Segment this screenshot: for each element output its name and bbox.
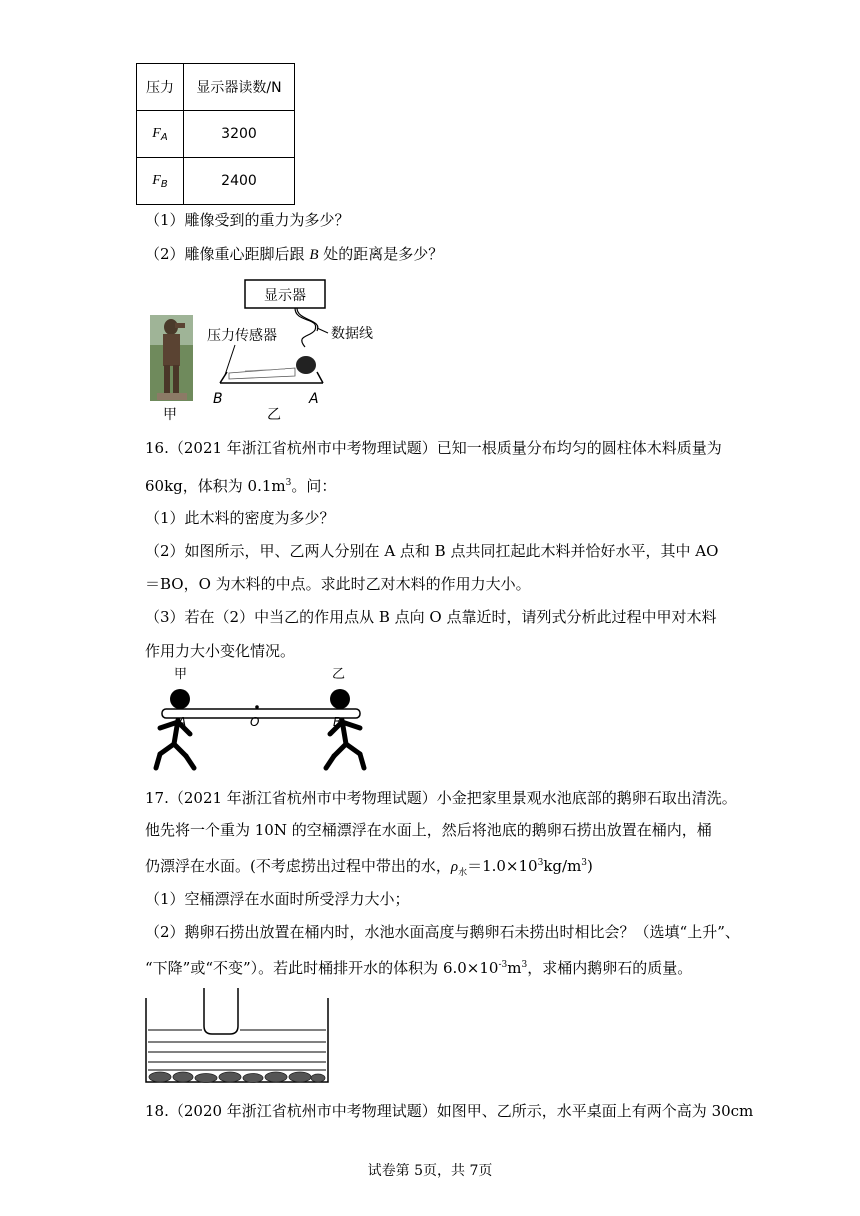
statue-sensor-figure [145, 275, 395, 425]
data-cable [295, 308, 316, 347]
table-row [137, 158, 295, 205]
q17-line3-unit: kg/m [543, 857, 582, 875]
q17-sub2b-end: ，求桶内鹅卵石的质量。 [527, 959, 693, 977]
q17-line2: 他先将一个重为 10N 的空桶漂浮在水面上，然后将池底的鹅卵石捞出放置在桶内，桶 [145, 821, 712, 839]
q16-sub3b: 作用力大小变化情况。 [145, 642, 296, 660]
statue-photo [150, 315, 193, 401]
table-cell-value: 2400 [184, 158, 295, 205]
sensor-pointer [225, 345, 235, 375]
pond-bucket-figure [140, 988, 340, 1088]
q17-line3-sup: 3 [537, 858, 544, 868]
person-jia-head [170, 689, 190, 709]
q15-sub1: （1）雕像受到的重力为多少？ [145, 211, 350, 229]
point-b: B [333, 715, 342, 729]
q16-sub2a: （2）如图所示，甲、乙两人分别在 A 点和 B 点共同扛起此木料并恰好水平，其中 AO [145, 542, 719, 560]
q16-line2-text: 60kg，体积为 0.1m [145, 477, 286, 495]
pebbles [149, 1072, 325, 1083]
q17-line3-text: 仍漂浮在水面。(不考虑捞出过程中带出的水， [145, 857, 451, 875]
table-cell-label [137, 158, 184, 205]
q17-sub2a: （2）鹅卵石捞出放置在桶内时，水池水面高度与鹅卵石未捞出时相比会？（选填“上升”、 [145, 923, 740, 941]
table-cell-label [137, 111, 184, 158]
wooden-log [162, 709, 360, 718]
cable-label: 数据线 [331, 326, 373, 342]
q16-sub2b: ＝BO，O 为木料的中点。求此时乙对木料的作用力大小。 [145, 575, 531, 593]
q17-sub2b-sup: -3 [498, 960, 508, 970]
label-jia: 甲 [174, 667, 188, 682]
force-reading-table [136, 63, 295, 205]
rho-subscript: 水 [458, 868, 468, 878]
q15-sub2-text-end: 处的距离是多少？ [318, 245, 444, 263]
q16-sub1: （1）此木料的密度为多少？ [145, 509, 335, 527]
force-subscript: A [160, 132, 168, 143]
table-cell-value: 3200 [184, 111, 295, 158]
display-label: 显示器 [264, 288, 306, 304]
q17-sub2b-unit: m [507, 959, 522, 977]
cable-pointer [317, 328, 328, 333]
table-row [137, 111, 295, 158]
q15-sub2 [145, 244, 443, 265]
q17-sub2b-text: “下降”或“不变”）。若此时桶排开水的体积为 6.0×10 [145, 959, 499, 977]
q17-line3 [145, 853, 593, 883]
sensor-b-support [220, 372, 227, 383]
q17-line1: 17.（2021 年浙江省杭州市中考物理试题）小金把家里景观水池底部的鹅卵石取出清洗。 [145, 789, 737, 807]
force-symbol: F [152, 126, 161, 141]
point-o: O [250, 715, 260, 729]
q17-sub2b [145, 955, 692, 978]
force-subscript: B [160, 179, 168, 190]
q15-sub2-var: B [309, 247, 319, 263]
label-b: B [213, 391, 223, 407]
table-header-cell: 显示器读数/N [184, 64, 295, 111]
q17-line3-sup2: 3 [581, 858, 588, 868]
sensor-a-support [317, 372, 323, 383]
sensor-label: 压力传感器 [207, 328, 277, 344]
label-yi: 乙 [332, 667, 346, 682]
q17-sub1: （1）空桶漂浮在水面时所受浮力大小； [145, 890, 410, 908]
person-yi-head [330, 689, 350, 709]
point-a: A [178, 715, 187, 729]
q16-line2-sup: 3 [285, 478, 292, 488]
page-footer: 试卷第 5页，共 7页 [367, 1163, 493, 1179]
water-lines [148, 1030, 326, 1070]
q17-line3-value: ＝1.0×10 [467, 857, 538, 875]
q15-sub2-text: （2）雕像重心距脚后跟 [145, 245, 310, 263]
caption-jia: 甲 [163, 407, 177, 423]
force-symbol: F [152, 173, 161, 188]
table-header-cell: 压力 [137, 64, 184, 111]
q16-sub3a: （3）若在（2）中当乙的作用点从 B 点向 O 点靠近时，请列式分析此过程中甲对木料 [145, 608, 717, 626]
rho-symbol: ρ [450, 859, 459, 875]
table-header-row [137, 64, 295, 111]
bucket [204, 988, 238, 1034]
q17-sub2b-sup2: 3 [521, 960, 528, 970]
log-carrying-figure [140, 664, 380, 776]
midpoint-dot [255, 705, 259, 709]
q16-line2 [145, 473, 336, 496]
data-cable-line [297, 308, 318, 331]
q16-line2-text-end: 。问： [291, 477, 337, 495]
q17-line3-end: ) [587, 857, 593, 875]
q16-line1: 16.（2021 年浙江省杭州市中考物理试题）已知一根质量分布均匀的圆柱体木料质量为 [145, 439, 722, 457]
person-jia-body [156, 720, 194, 768]
label-a: A [309, 391, 319, 407]
caption-yi: 乙 [267, 407, 281, 423]
lying-statue [229, 356, 316, 379]
q18-line1: 18.（2020 年浙江省杭州市中考物理试题）如图甲、乙所示，水平桌面上有两个高为 30cm [145, 1102, 754, 1120]
person-yi-body [326, 720, 364, 768]
